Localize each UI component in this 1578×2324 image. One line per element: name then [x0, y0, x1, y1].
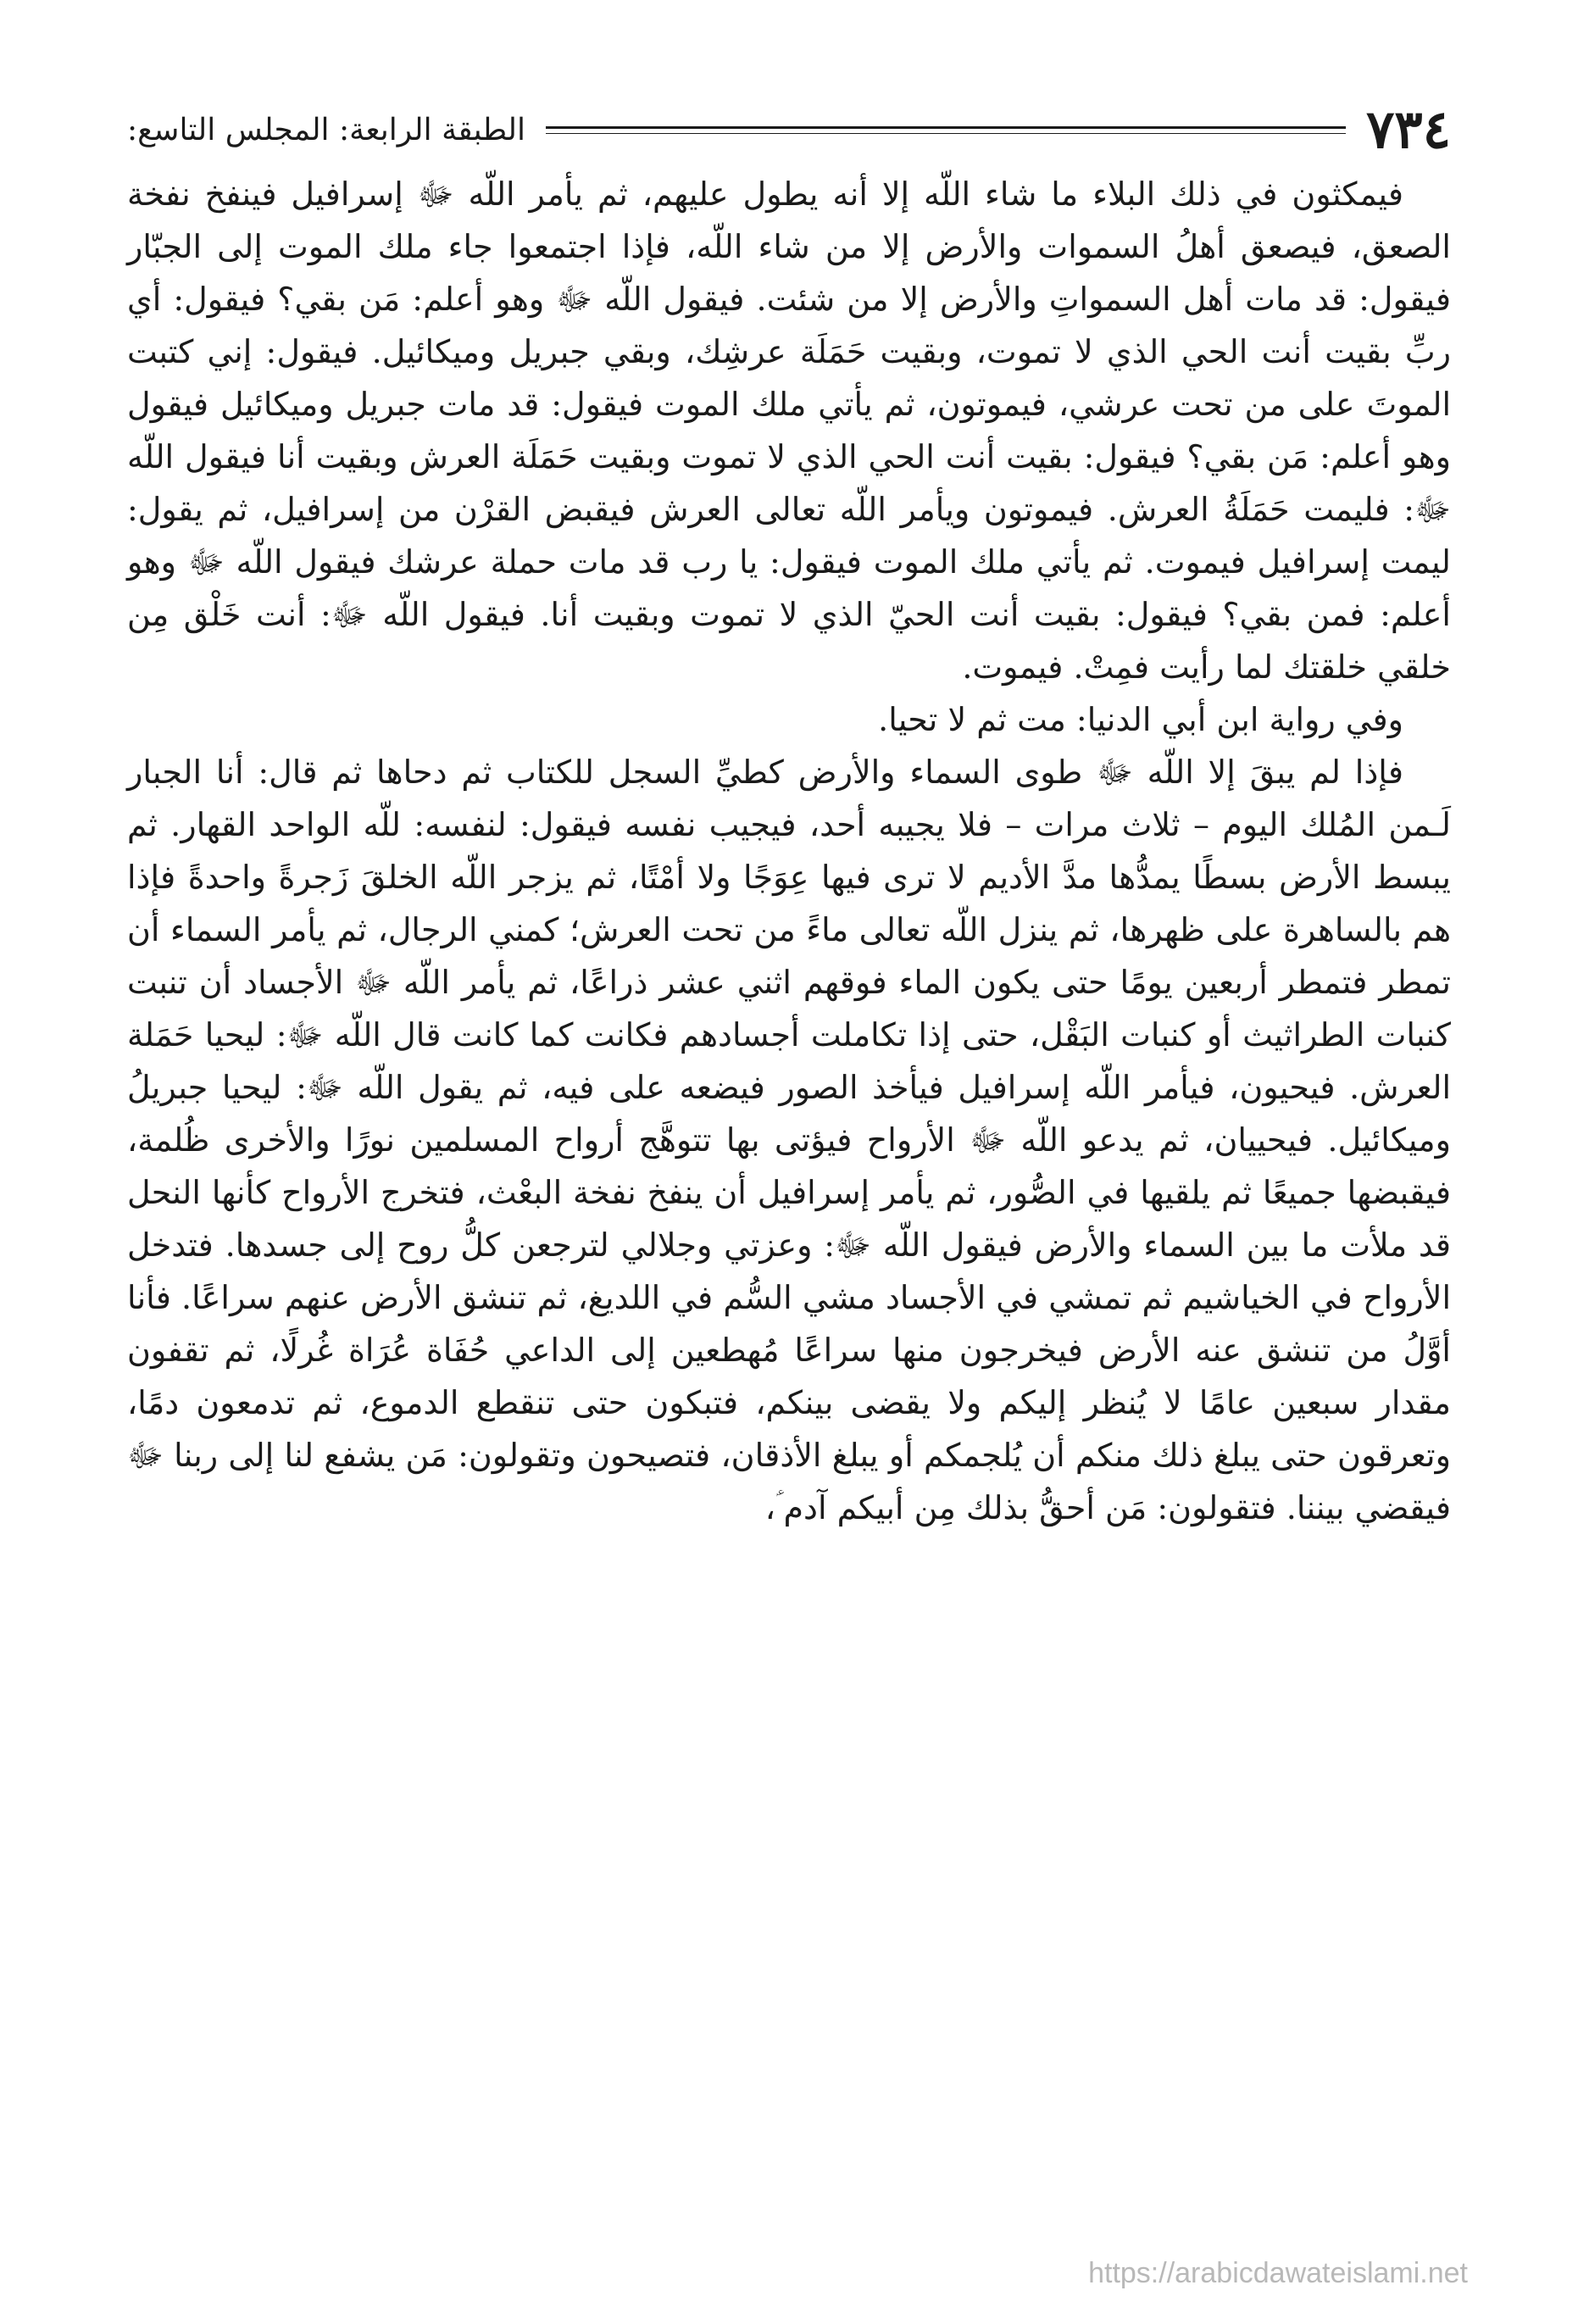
paragraph: وفي رواية ابن أبي الدنيا: مت ثم لا تحيا.: [878, 701, 1403, 738]
page-header: [127, 92, 1451, 168]
page-number: ٧٣٤: [1366, 98, 1451, 160]
watermark-url: https://arabicdawateislami.net: [1088, 2257, 1468, 2289]
running-title: الطبقة الرابعة: المجلس التاسع:: [127, 112, 525, 147]
paragraph: فإذا لم يبقَ إلا اللّه ﷻ طوى السماء والأرض كطيِّ السجل للكتاب ثم دحاها ثم قال: أنا الجبار لَـمن المُلك اليوم – ثلاث مرات – فلا يجيبه أحد، فيجيب نفسه فيقول: لنفسه: للّه الواحد القهار. ثم يبسط الأرض بسطًا يمدُّها مدَّ الأديم لا ترى فيها عِوَجًا ولا أمْتًا، ثم يزجر اللّه الخلقَ زَجرةً واحدةً فإذا هم بالساهرة على ظهرها، ثم ينزل اللّه تعالى ماءً من تحت العرش؛ كمني الرجال، ثم يأمر السماء أن تمطر فتمطر أربعين يومًا حتى يكون الماء فوقهم اثني عشر ذراعًا، ثم يأمر اللّه ﷻ الأجساد أن تنبت كنبات الطراثيث أو كنبات البَقْل، حتى إذا تكاملت أجسادهم فكانت كما كانت قال اللّه ﷻ: ليحيا حَمَلة العرش. فيحيون، فيأمر اللّه إسرافيل فيأخذ الصور فيضعه على فيه، ثم يقول اللّه ﷻ: ليحيا جبريلُ وميكائيل. فيحييان، ثم يدعو اللّه ﷻ الأرواح فيؤتى بها تتوهَّج أرواح المسلمين نورًا والأخرى ظُلمة، فيقبضها جميعًا ثم يلقيها في الصُّور، ثم يأمر إسرافيل أن ينفخ نفخة البعْث، فتخرج الأرواح كأنها النحل قد ملأت ما بين السماء والأرض فيقول اللّه ﷻ: وعزتي وجلالي لترجعن كلُّ روح إلى جسدها. فتدخل الأرواح في الخياشيم ثم تمشي في الأجساد مشي السُّم في اللديغ، ثم تنشق الأرض عنهم سراعًا. فأنا أوَّلُ من تنشق عنه الأرض فيخرجون منها سراعًا مُهطعين إلى الداعي حُفَاة عُرَاة غُرلًا، ثم تقفون مقدار سبعين عامًا لا يُنظر إليكم ولا يقضى بينكم، فتبكون حتى تنقطع الدموع، ثم تدمعون دمًا، وتعرقون حتى يبلغ ذلك منكم أن يُلجمكم أو يبلغ الأذقان، فتصيحون وتقولون: مَن يشفع لنا إلى ربنا ﷻ فيقضي بيننا. فتقولون: مَن أحقُّ بذلك مِن أبيكم آدم ؑ،: [127, 753, 1451, 1526]
text-body: [127, 168, 1451, 1534]
paragraph: فيمكثون في ذلك البلاء ما شاء اللّه إلا أنه يطول عليهم، ثم يأمر اللّه ﷻ إسرافيل فينفخ نفخة الصعق، فيصعق أهلُ السموات والأرض إلا من شاء اللّه، فإذا اجتمعوا جاء ملك الموت إلى الجبّار فيقول: قد مات أهل السمواتِ والأرض إلا من شئت. فيقول اللّه ﷻ وهو أعلم: مَن بقي؟ فيقول: أي ربِّ بقيت أنت الحي الذي لا تموت، وبقيت حَمَلَة عرشِك، وبقي جبريل وميكائيل. فيقول: إني كتبت الموتَ على من تحت عرشي، فيموتون، ثم يأتي ملك الموت فيقول: قد مات جبريل وميكائيل فيقول وهو أعلم: مَن بقي؟ فيقول: بقيت أنت الحي الذي لا تموت وبقيت حَمَلَة العرش وبقيت أنا فيقول اللّه ﷻ: فليمت حَمَلَةُ العرش. فيموتون ويأمر اللّه تعالى العرش فيقبض القرْن من إسرافيل، ثم يقول: ليمت إسرافيل فيموت. ثم يأتي ملك الموت فيقول: يا رب قد مات حملة عرشك فيقول اللّه ﷻ وهو أعلم: فمن بقي؟ فيقول: بقيت أنت الحيّ الذي لا تموت وبقيت أنا. فيقول اللّه ﷻ: أنت خَلْق مِن خلقي خلقتك لما رأيت فمِتْ. فيموت.: [127, 175, 1451, 686]
header-rule: [546, 126, 1346, 134]
